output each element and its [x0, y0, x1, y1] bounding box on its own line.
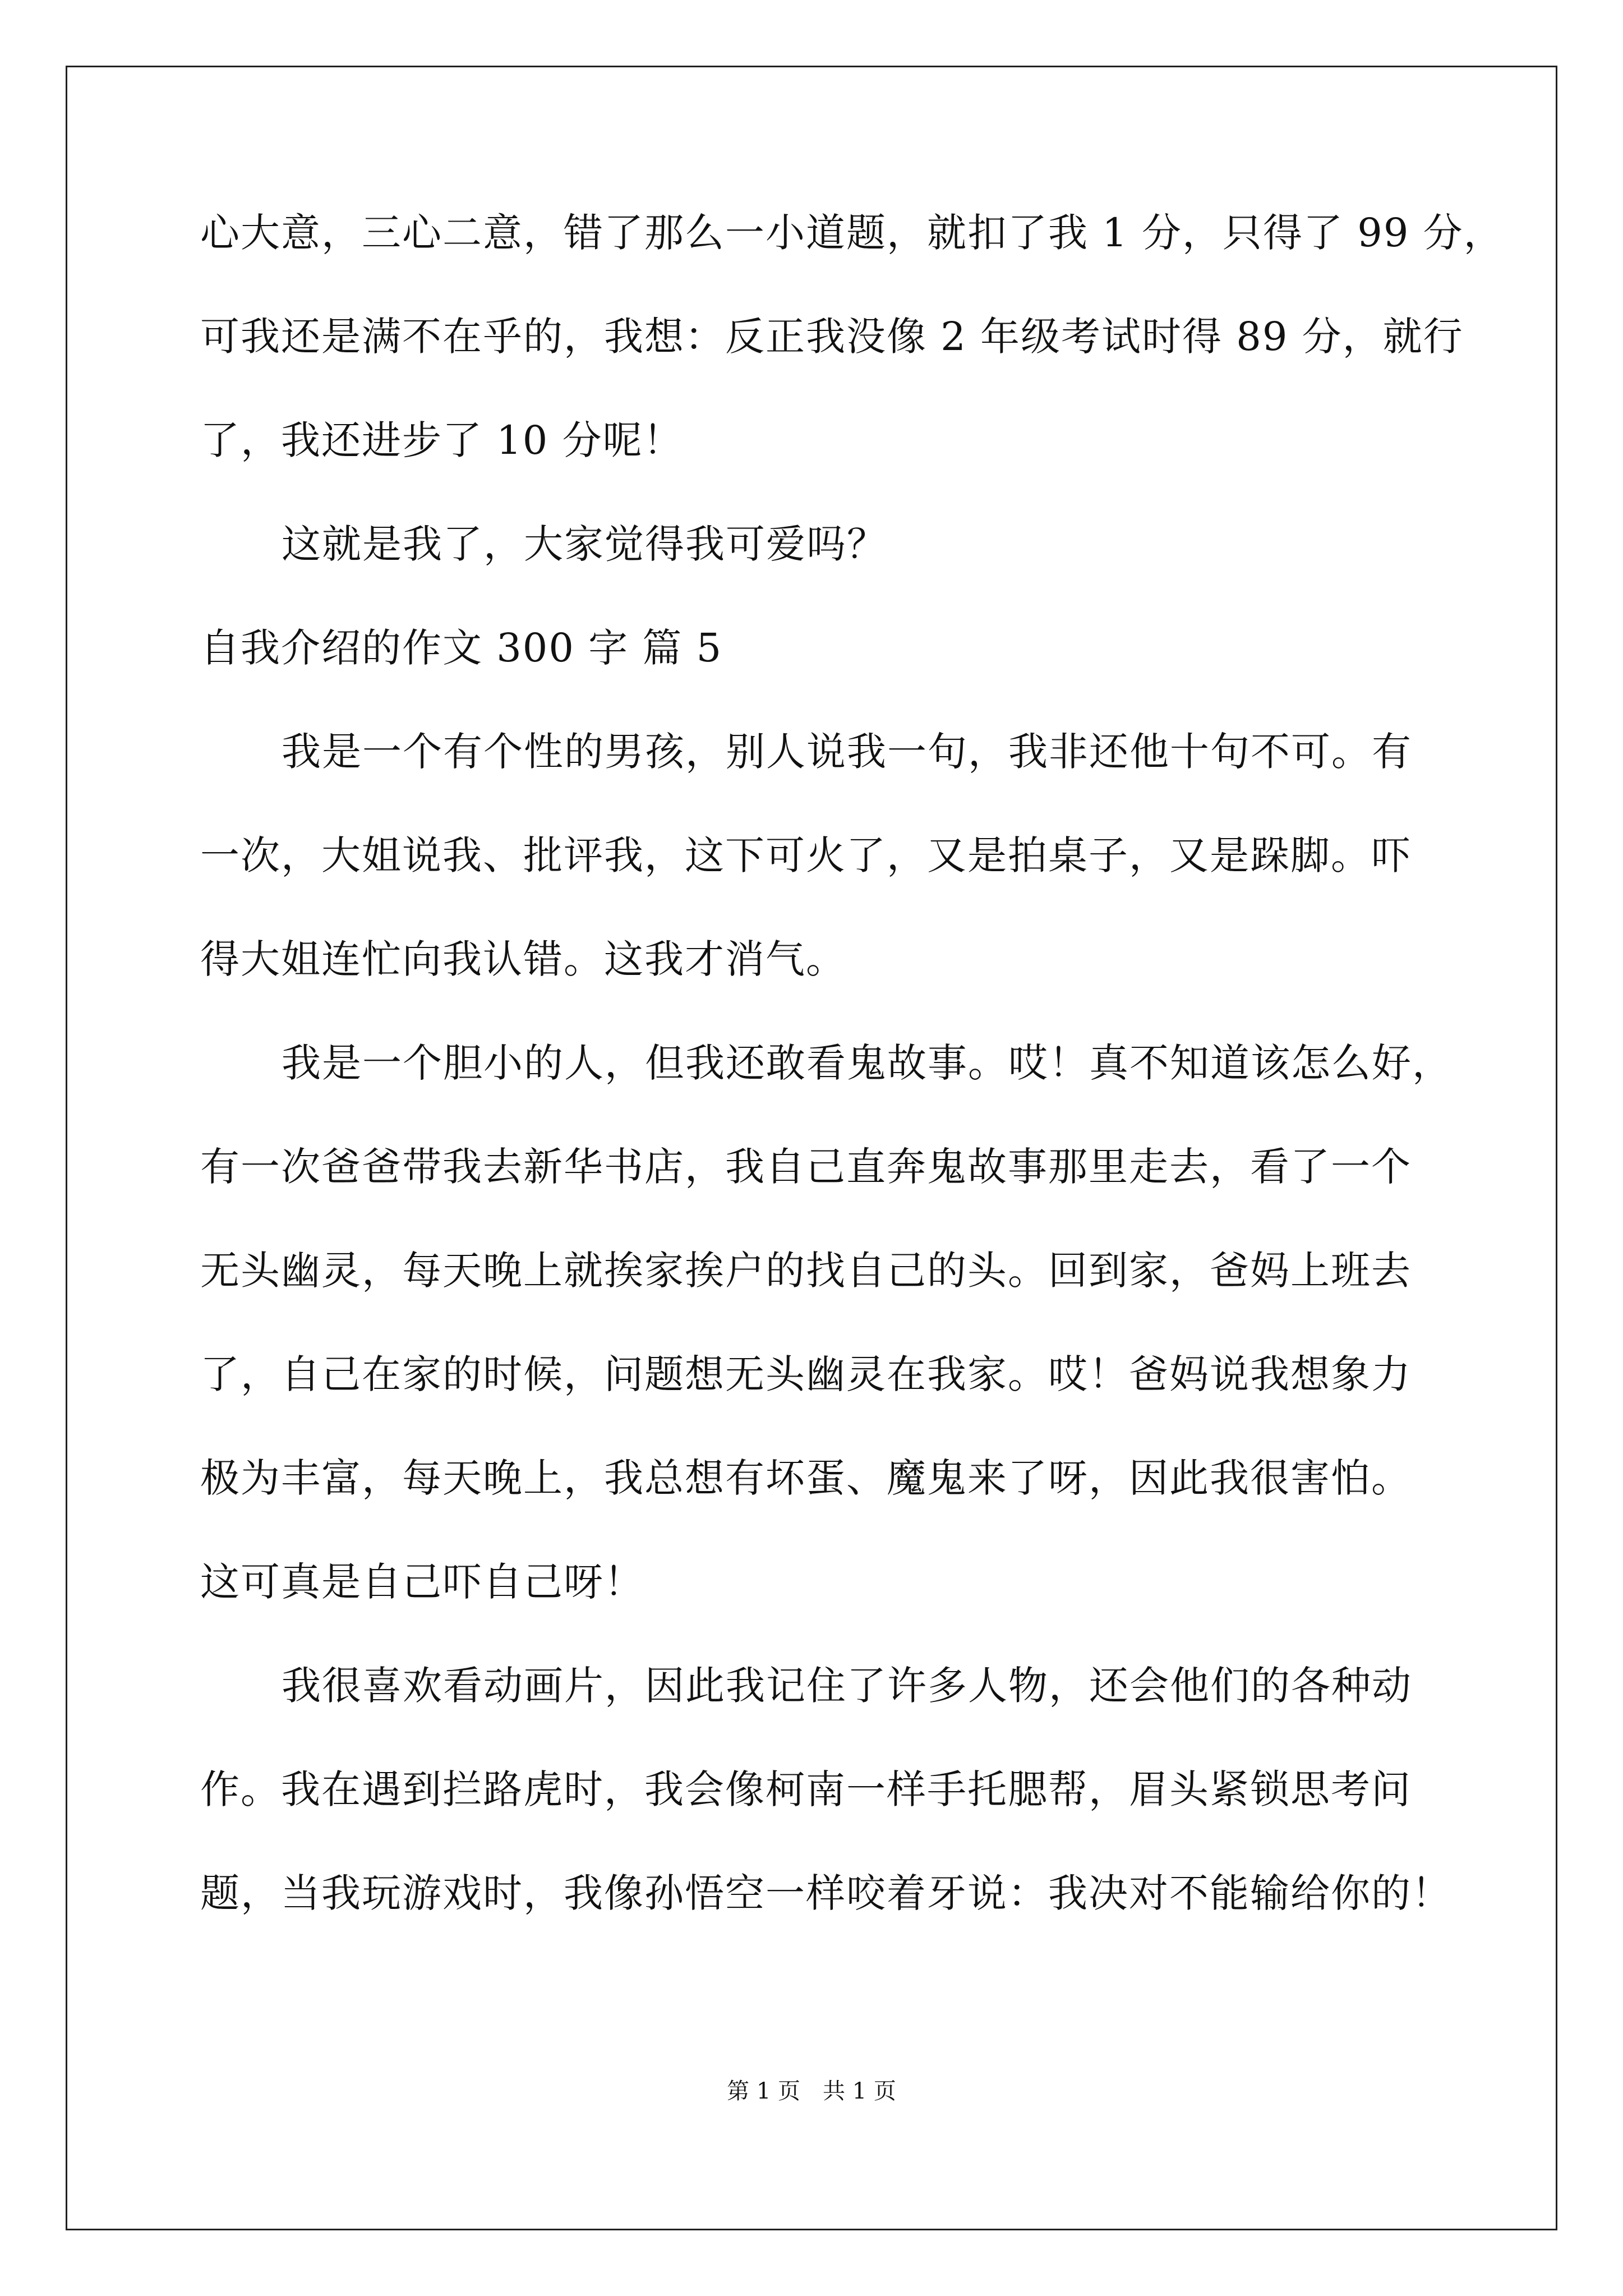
section-heading: 自我介绍的作文 300 字 篇 5	[200, 625, 723, 671]
text-line: 一次，大姐说我、批评我，这下可火了，又是拍桌子，又是跺脚。吓	[200, 832, 1412, 878]
text-line: 无头幽灵，每天晚上就挨家挨户的找自己的头。回到家，爸妈上班去	[200, 1248, 1412, 1294]
text-line: 了，自己在家的时候，问题想无头幽灵在我家。哎！爸妈说我想象力	[200, 1351, 1412, 1397]
text-line: 了，我还进步了 10 分呢！	[200, 417, 684, 463]
text-line: 题，当我玩游戏时，我像孙悟空一样咬着牙说：我决对不能输给你的！	[200, 1870, 1452, 1916]
paragraph-first-line: 我是一个有个性的男孩，别人说我一句，我非还他十句不可。有	[282, 729, 1412, 775]
text-line: 可我还是满不在乎的，我想：反正我没像 2 年级考试时得 89 分，就行	[200, 314, 1464, 360]
text-line: 极为丰富，每天晚上，我总想有坏蛋、魔鬼来了呀，因此我很害怕。	[200, 1455, 1412, 1501]
text-line: 作。我在遇到拦路虎时，我会像柯南一样手托腮帮，眉头紧锁思考问	[200, 1766, 1412, 1812]
text-line: 心大意，三心二意，错了那么一小道题，就扣了我 1 分，只得了 99 分，	[200, 210, 1504, 256]
paragraph-first-line: 我很喜欢看动画片，因此我记住了许多人物，还会他们的各种动	[282, 1663, 1412, 1709]
text-line: 这可真是自己吓自己呀！	[200, 1559, 644, 1605]
page-number-footer: 第 1 页 共 1 页	[727, 2078, 896, 2104]
paragraph-first-line: 我是一个胆小的人，但我还敢看鬼故事。哎！真不知道该怎么好，	[282, 1040, 1453, 1086]
paragraph-first-line: 这就是我了，大家觉得我可爱吗？	[282, 521, 887, 567]
text-line: 有一次爸爸带我去新华书店，我自己直奔鬼故事那里走去，看了一个	[200, 1144, 1412, 1190]
text-line: 得大姐连忙向我认错。这我才消气。	[200, 936, 846, 982]
